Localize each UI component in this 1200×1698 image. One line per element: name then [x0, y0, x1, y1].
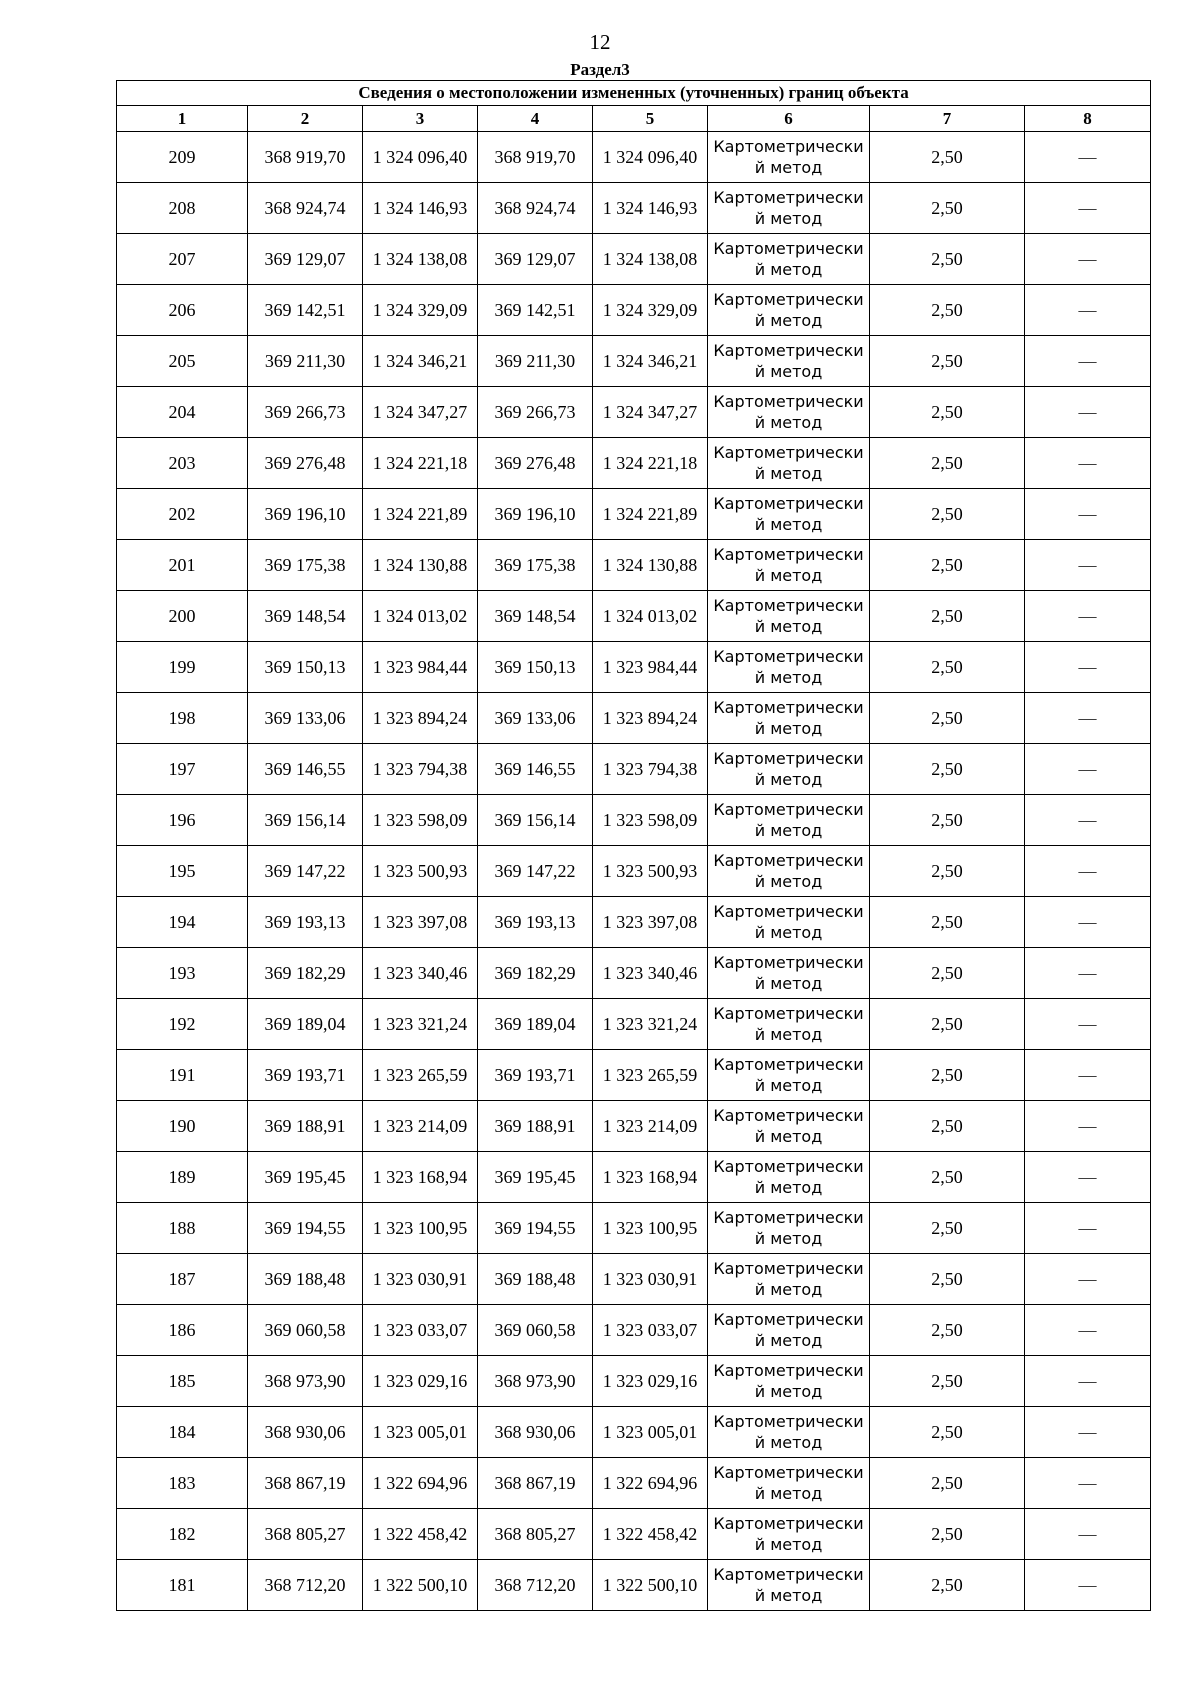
table-row [117, 1407, 1151, 1458]
table-row [117, 540, 1151, 591]
x-new-cell: 369 196,10 [478, 489, 593, 540]
description-cell: — [1025, 642, 1151, 693]
point-number-cell: 206 [117, 285, 248, 336]
y-new-cell: 1 323 397,08 [593, 897, 708, 948]
accuracy-cell: 2,50 [870, 1050, 1025, 1101]
accuracy-cell: 2,50 [870, 1509, 1025, 1560]
x-old-cell: 368 867,19 [248, 1458, 363, 1509]
x-new-cell: 369 150,13 [478, 642, 593, 693]
x-old-cell: 369 193,71 [248, 1050, 363, 1101]
description-cell: — [1025, 591, 1151, 642]
accuracy-cell: 2,50 [870, 1458, 1025, 1509]
x-new-cell: 369 142,51 [478, 285, 593, 336]
table-row [117, 336, 1151, 387]
table-row [117, 1356, 1151, 1407]
table-row [117, 897, 1151, 948]
description-cell: — [1025, 132, 1151, 183]
y-old-cell: 1 323 214,09 [363, 1101, 478, 1152]
description-cell: — [1025, 540, 1151, 591]
accuracy-cell: 2,50 [870, 1305, 1025, 1356]
method-cell: Картометрически й метод [708, 693, 870, 744]
y-old-cell: 1 324 013,02 [363, 591, 478, 642]
table-row [117, 744, 1151, 795]
x-new-cell: 369 147,22 [478, 846, 593, 897]
y-old-cell: 1 323 397,08 [363, 897, 478, 948]
y-old-cell: 1 322 694,96 [363, 1458, 478, 1509]
x-old-cell: 368 924,74 [248, 183, 363, 234]
point-number-cell: 198 [117, 693, 248, 744]
method-cell: Картометрически й метод [708, 438, 870, 489]
point-number-cell: 196 [117, 795, 248, 846]
y-new-cell: 1 324 221,89 [593, 489, 708, 540]
description-cell: — [1025, 744, 1151, 795]
method-cell: Картометрически й метод [708, 795, 870, 846]
table-row [117, 234, 1151, 285]
point-number-cell: 205 [117, 336, 248, 387]
x-old-cell: 369 211,30 [248, 336, 363, 387]
description-cell: — [1025, 285, 1151, 336]
x-new-cell: 368 924,74 [478, 183, 593, 234]
description-cell: — [1025, 1305, 1151, 1356]
x-old-cell: 369 175,38 [248, 540, 363, 591]
y-new-cell: 1 323 033,07 [593, 1305, 708, 1356]
x-old-cell: 369 156,14 [248, 795, 363, 846]
x-old-cell: 369 196,10 [248, 489, 363, 540]
point-number-cell: 195 [117, 846, 248, 897]
x-new-cell: 369 276,48 [478, 438, 593, 489]
y-old-cell: 1 324 329,09 [363, 285, 478, 336]
x-new-cell: 369 148,54 [478, 591, 593, 642]
accuracy-cell: 2,50 [870, 1101, 1025, 1152]
y-new-cell: 1 323 030,91 [593, 1254, 708, 1305]
table-row [117, 1509, 1151, 1560]
accuracy-cell: 2,50 [870, 1203, 1025, 1254]
accuracy-cell: 2,50 [870, 387, 1025, 438]
y-old-cell: 1 324 346,21 [363, 336, 478, 387]
table-row [117, 387, 1151, 438]
point-number-cell: 199 [117, 642, 248, 693]
table-row [117, 1101, 1151, 1152]
accuracy-cell: 2,50 [870, 336, 1025, 387]
y-old-cell: 1 323 029,16 [363, 1356, 478, 1407]
method-cell: Картометрически й метод [708, 1407, 870, 1458]
column-header: 5 [593, 106, 708, 132]
x-old-cell: 369 194,55 [248, 1203, 363, 1254]
description-cell: — [1025, 795, 1151, 846]
accuracy-cell: 2,50 [870, 1560, 1025, 1611]
y-new-cell: 1 323 100,95 [593, 1203, 708, 1254]
accuracy-cell: 2,50 [870, 897, 1025, 948]
description-cell: — [1025, 387, 1151, 438]
point-number-cell: 208 [117, 183, 248, 234]
description-cell: — [1025, 1254, 1151, 1305]
method-cell: Картометрически й метод [708, 591, 870, 642]
x-new-cell: 369 188,91 [478, 1101, 593, 1152]
accuracy-cell: 2,50 [870, 234, 1025, 285]
method-cell: Картометрически й метод [708, 1560, 870, 1611]
table-row [117, 132, 1151, 183]
y-old-cell: 1 322 458,42 [363, 1509, 478, 1560]
boundary-coordinates-table [116, 80, 1151, 1611]
table-row [117, 999, 1151, 1050]
x-new-cell: 369 211,30 [478, 336, 593, 387]
table-row [117, 642, 1151, 693]
description-cell: — [1025, 336, 1151, 387]
method-cell: Картометрически й метод [708, 1356, 870, 1407]
accuracy-cell: 2,50 [870, 132, 1025, 183]
y-old-cell: 1 324 096,40 [363, 132, 478, 183]
x-new-cell: 369 156,14 [478, 795, 593, 846]
method-cell: Картометрически й метод [708, 387, 870, 438]
y-new-cell: 1 322 694,96 [593, 1458, 708, 1509]
point-number-cell: 207 [117, 234, 248, 285]
table-row [117, 1050, 1151, 1101]
x-old-cell: 368 805,27 [248, 1509, 363, 1560]
point-number-cell: 194 [117, 897, 248, 948]
x-old-cell: 368 973,90 [248, 1356, 363, 1407]
table-row [117, 1152, 1151, 1203]
y-old-cell: 1 324 130,88 [363, 540, 478, 591]
x-old-cell: 369 182,29 [248, 948, 363, 999]
y-new-cell: 1 323 214,09 [593, 1101, 708, 1152]
description-cell: — [1025, 1509, 1151, 1560]
column-header: 2 [248, 106, 363, 132]
method-cell: Картометрически й метод [708, 1509, 870, 1560]
x-old-cell: 369 147,22 [248, 846, 363, 897]
description-cell: — [1025, 1407, 1151, 1458]
method-cell: Картометрически й метод [708, 744, 870, 795]
point-number-cell: 181 [117, 1560, 248, 1611]
x-old-cell: 369 188,91 [248, 1101, 363, 1152]
point-number-cell: 185 [117, 1356, 248, 1407]
y-old-cell: 1 323 100,95 [363, 1203, 478, 1254]
column-header: 4 [478, 106, 593, 132]
y-new-cell: 1 323 894,24 [593, 693, 708, 744]
table-row [117, 591, 1151, 642]
y-old-cell: 1 323 598,09 [363, 795, 478, 846]
description-cell: — [1025, 1050, 1151, 1101]
y-old-cell: 1 323 265,59 [363, 1050, 478, 1101]
x-new-cell: 369 193,13 [478, 897, 593, 948]
point-number-cell: 202 [117, 489, 248, 540]
method-cell: Картометрически й метод [708, 846, 870, 897]
y-old-cell: 1 324 221,18 [363, 438, 478, 489]
x-new-cell: 368 712,20 [478, 1560, 593, 1611]
column-header: 7 [870, 106, 1025, 132]
accuracy-cell: 2,50 [870, 183, 1025, 234]
description-cell: — [1025, 234, 1151, 285]
y-new-cell: 1 324 146,93 [593, 183, 708, 234]
x-old-cell: 369 189,04 [248, 999, 363, 1050]
accuracy-cell: 2,50 [870, 438, 1025, 489]
accuracy-cell: 2,50 [870, 999, 1025, 1050]
x-new-cell: 368 919,70 [478, 132, 593, 183]
x-old-cell: 369 148,54 [248, 591, 363, 642]
description-cell: — [1025, 489, 1151, 540]
x-new-cell: 369 188,48 [478, 1254, 593, 1305]
method-cell: Картометрически й метод [708, 948, 870, 999]
table-row [117, 183, 1151, 234]
y-old-cell: 1 323 321,24 [363, 999, 478, 1050]
method-cell: Картометрически й метод [708, 285, 870, 336]
y-new-cell: 1 322 500,10 [593, 1560, 708, 1611]
x-new-cell: 369 175,38 [478, 540, 593, 591]
description-cell: — [1025, 438, 1151, 489]
x-old-cell: 369 146,55 [248, 744, 363, 795]
description-cell: — [1025, 846, 1151, 897]
point-number-cell: 209 [117, 132, 248, 183]
table-row [117, 1305, 1151, 1356]
y-new-cell: 1 324 096,40 [593, 132, 708, 183]
method-cell: Картометрически й метод [708, 183, 870, 234]
y-new-cell: 1 324 221,18 [593, 438, 708, 489]
y-new-cell: 1 323 794,38 [593, 744, 708, 795]
x-new-cell: 369 193,71 [478, 1050, 593, 1101]
table-row [117, 795, 1151, 846]
x-old-cell: 369 193,13 [248, 897, 363, 948]
description-cell: — [1025, 1356, 1151, 1407]
accuracy-cell: 2,50 [870, 744, 1025, 795]
description-cell: — [1025, 999, 1151, 1050]
y-old-cell: 1 323 894,24 [363, 693, 478, 744]
x-old-cell: 369 133,06 [248, 693, 363, 744]
y-old-cell: 1 323 984,44 [363, 642, 478, 693]
y-new-cell: 1 322 458,42 [593, 1509, 708, 1560]
x-new-cell: 369 146,55 [478, 744, 593, 795]
x-old-cell: 369 142,51 [248, 285, 363, 336]
point-number-cell: 189 [117, 1152, 248, 1203]
x-new-cell: 368 805,27 [478, 1509, 593, 1560]
table-row [117, 693, 1151, 744]
y-old-cell: 1 324 138,08 [363, 234, 478, 285]
point-number-cell: 182 [117, 1509, 248, 1560]
description-cell: — [1025, 948, 1151, 999]
description-cell: — [1025, 1203, 1151, 1254]
x-old-cell: 369 060,58 [248, 1305, 363, 1356]
x-new-cell: 369 182,29 [478, 948, 593, 999]
accuracy-cell: 2,50 [870, 489, 1025, 540]
y-old-cell: 1 323 500,93 [363, 846, 478, 897]
point-number-cell: 190 [117, 1101, 248, 1152]
y-old-cell: 1 324 146,93 [363, 183, 478, 234]
accuracy-cell: 2,50 [870, 591, 1025, 642]
description-cell: — [1025, 897, 1151, 948]
x-new-cell: 369 194,55 [478, 1203, 593, 1254]
accuracy-cell: 2,50 [870, 1152, 1025, 1203]
y-old-cell: 1 323 168,94 [363, 1152, 478, 1203]
x-new-cell: 369 133,06 [478, 693, 593, 744]
y-old-cell: 1 324 347,27 [363, 387, 478, 438]
x-old-cell: 369 188,48 [248, 1254, 363, 1305]
description-cell: — [1025, 1560, 1151, 1611]
y-new-cell: 1 323 984,44 [593, 642, 708, 693]
table-row [117, 1458, 1151, 1509]
column-header: 1 [117, 106, 248, 132]
point-number-cell: 197 [117, 744, 248, 795]
accuracy-cell: 2,50 [870, 693, 1025, 744]
column-header: 8 [1025, 106, 1151, 132]
x-new-cell: 369 195,45 [478, 1152, 593, 1203]
section-label: Раздел3 [570, 60, 630, 79]
table-caption: Сведения о местоположении измененных (уточненных) границ объекта [117, 81, 1151, 106]
x-old-cell: 369 150,13 [248, 642, 363, 693]
accuracy-cell: 2,50 [870, 948, 1025, 999]
method-cell: Картометрически й метод [708, 1458, 870, 1509]
column-header: 3 [363, 106, 478, 132]
method-cell: Картометрически й метод [708, 489, 870, 540]
y-new-cell: 1 323 321,24 [593, 999, 708, 1050]
method-cell: Картометрически й метод [708, 897, 870, 948]
point-number-cell: 201 [117, 540, 248, 591]
point-number-cell: 193 [117, 948, 248, 999]
y-old-cell: 1 323 030,91 [363, 1254, 478, 1305]
table-row [117, 1560, 1151, 1611]
method-cell: Картометрически й метод [708, 642, 870, 693]
y-new-cell: 1 323 029,16 [593, 1356, 708, 1407]
method-cell: Картометрически й метод [708, 1203, 870, 1254]
method-cell: Картометрически й метод [708, 336, 870, 387]
x-new-cell: 369 129,07 [478, 234, 593, 285]
accuracy-cell: 2,50 [870, 540, 1025, 591]
description-cell: — [1025, 1458, 1151, 1509]
table-row [117, 948, 1151, 999]
x-new-cell: 368 930,06 [478, 1407, 593, 1458]
point-number-cell: 203 [117, 438, 248, 489]
description-cell: — [1025, 693, 1151, 744]
y-new-cell: 1 323 005,01 [593, 1407, 708, 1458]
method-cell: Картометрически й метод [708, 234, 870, 285]
y-new-cell: 1 324 138,08 [593, 234, 708, 285]
page-number: 12 [589, 30, 611, 54]
x-old-cell: 368 930,06 [248, 1407, 363, 1458]
accuracy-cell: 2,50 [870, 1407, 1025, 1458]
point-number-cell: 184 [117, 1407, 248, 1458]
accuracy-cell: 2,50 [870, 1356, 1025, 1407]
x-old-cell: 369 276,48 [248, 438, 363, 489]
y-old-cell: 1 324 221,89 [363, 489, 478, 540]
y-new-cell: 1 324 130,88 [593, 540, 708, 591]
y-new-cell: 1 324 329,09 [593, 285, 708, 336]
y-new-cell: 1 323 340,46 [593, 948, 708, 999]
y-old-cell: 1 323 033,07 [363, 1305, 478, 1356]
y-new-cell: 1 323 265,59 [593, 1050, 708, 1101]
x-new-cell: 368 973,90 [478, 1356, 593, 1407]
method-cell: Картометрически й метод [708, 132, 870, 183]
accuracy-cell: 2,50 [870, 795, 1025, 846]
x-old-cell: 368 919,70 [248, 132, 363, 183]
point-number-cell: 183 [117, 1458, 248, 1509]
accuracy-cell: 2,50 [870, 642, 1025, 693]
method-cell: Картометрически й метод [708, 1101, 870, 1152]
point-number-cell: 204 [117, 387, 248, 438]
y-old-cell: 1 323 340,46 [363, 948, 478, 999]
table-row [117, 285, 1151, 336]
point-number-cell: 192 [117, 999, 248, 1050]
method-cell: Картометрически й метод [708, 999, 870, 1050]
y-old-cell: 1 323 005,01 [363, 1407, 478, 1458]
y-new-cell: 1 323 500,93 [593, 846, 708, 897]
table-row [117, 489, 1151, 540]
x-old-cell: 369 195,45 [248, 1152, 363, 1203]
y-old-cell: 1 323 794,38 [363, 744, 478, 795]
method-cell: Картометрически й метод [708, 1305, 870, 1356]
point-number-cell: 200 [117, 591, 248, 642]
x-new-cell: 368 867,19 [478, 1458, 593, 1509]
accuracy-cell: 2,50 [870, 846, 1025, 897]
x-old-cell: 369 266,73 [248, 387, 363, 438]
method-cell: Картометрически й метод [708, 540, 870, 591]
table-row [117, 846, 1151, 897]
x-new-cell: 369 266,73 [478, 387, 593, 438]
x-old-cell: 368 712,20 [248, 1560, 363, 1611]
description-cell: — [1025, 183, 1151, 234]
y-new-cell: 1 324 346,21 [593, 336, 708, 387]
method-cell: Картометрически й метод [708, 1050, 870, 1101]
point-number-cell: 186 [117, 1305, 248, 1356]
table-row [117, 1203, 1151, 1254]
method-cell: Картометрически й метод [708, 1152, 870, 1203]
accuracy-cell: 2,50 [870, 1254, 1025, 1305]
method-cell: Картометрически й метод [708, 1254, 870, 1305]
y-new-cell: 1 323 598,09 [593, 795, 708, 846]
point-number-cell: 191 [117, 1050, 248, 1101]
accuracy-cell: 2,50 [870, 285, 1025, 336]
y-new-cell: 1 324 347,27 [593, 387, 708, 438]
column-header: 6 [708, 106, 870, 132]
table-header-row [117, 106, 1151, 132]
table-row [117, 438, 1151, 489]
table-row [117, 1254, 1151, 1305]
table-body [117, 132, 1151, 1611]
description-cell: — [1025, 1101, 1151, 1152]
x-old-cell: 369 129,07 [248, 234, 363, 285]
y-new-cell: 1 324 013,02 [593, 591, 708, 642]
x-new-cell: 369 189,04 [478, 999, 593, 1050]
point-number-cell: 188 [117, 1203, 248, 1254]
description-cell: — [1025, 1152, 1151, 1203]
y-old-cell: 1 322 500,10 [363, 1560, 478, 1611]
x-new-cell: 369 060,58 [478, 1305, 593, 1356]
point-number-cell: 187 [117, 1254, 248, 1305]
y-new-cell: 1 323 168,94 [593, 1152, 708, 1203]
